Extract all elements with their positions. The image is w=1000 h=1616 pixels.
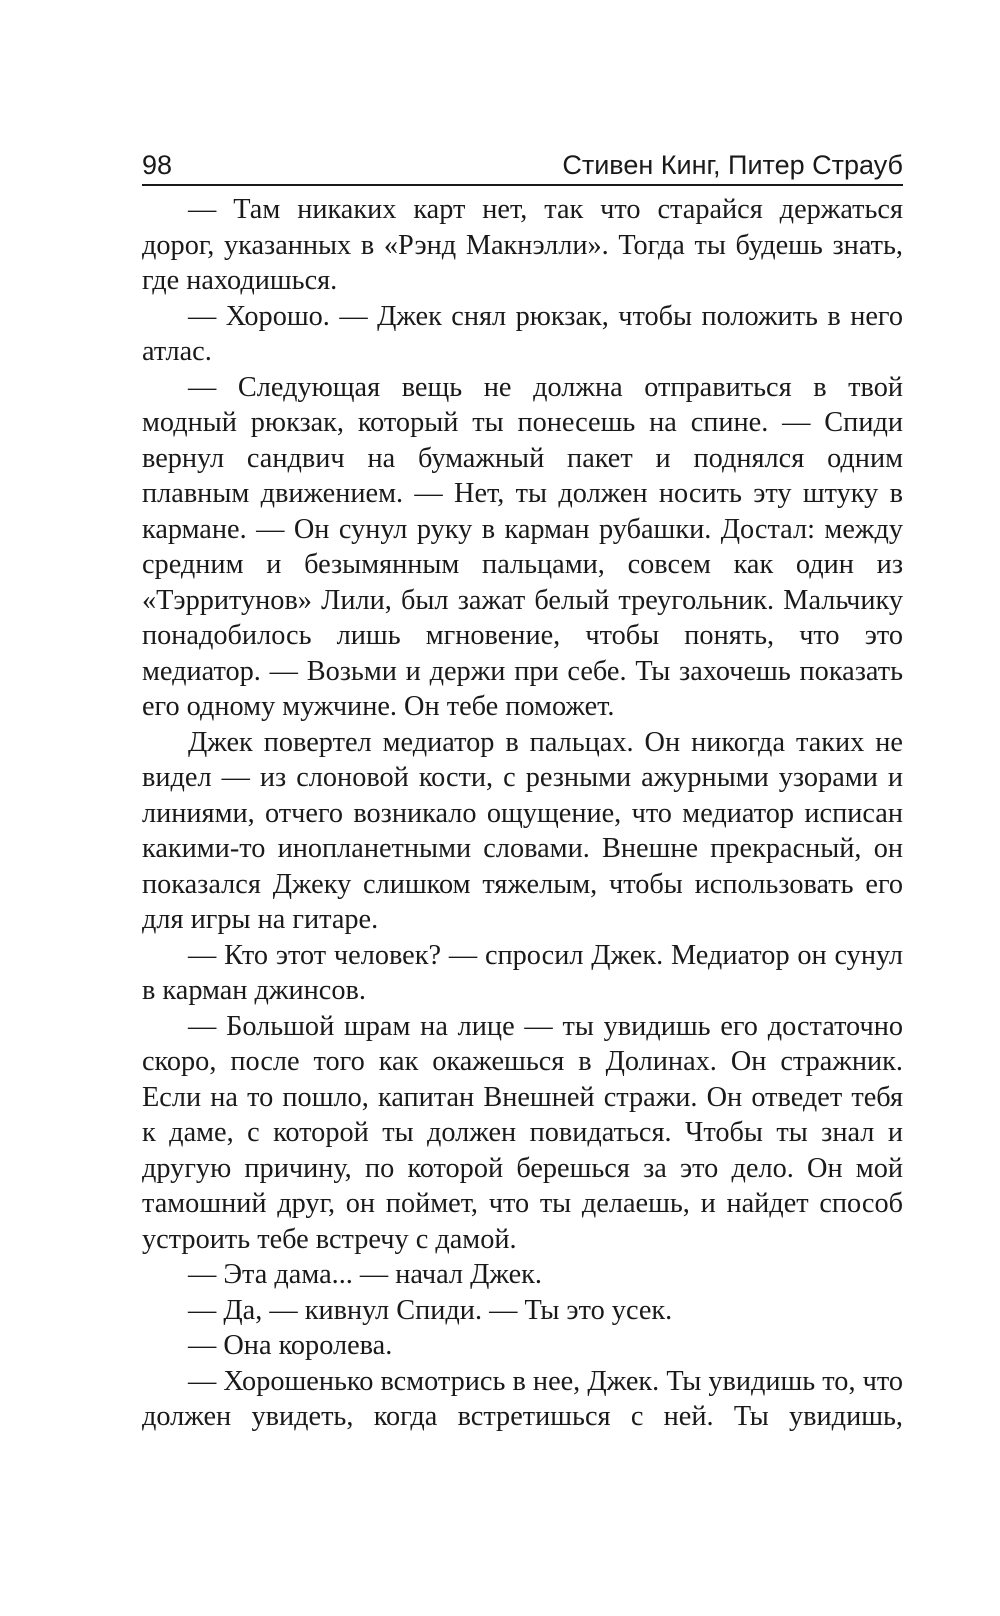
paragraph: — Эта дама... — начал Джек.	[188, 1259, 542, 1290]
paragraph: — Следующая вещь не должна отправиться в твой модный рюкзак, который ты понесешь на спине. — Спиди вернул сандвич на бумажный пакет и поднялся одним плавным движением. — Нет, ты должен носить эту штуку в кармане. — Он сунул руку в карман рубашки. Достал: между средним и безымянным пальцами, совсем как один из «Тэрритунов» Лили, был зажат белый треугольник. Мальчику понадобилось лишь мгновение, чтобы понять, что это медиатор. — Возьми и держи при себе. Ты захочешь показать его одному мужчине. Он тебе поможет.	[142, 371, 903, 722]
running-head-authors: Стивен Кинг, Питер Страуб	[562, 150, 903, 180]
paragraph: — Большой шрам на лице — ты увидишь его достаточно скоро, после того как окажешься в Долинах. Он стражник. Если на то пошло, капитан Внешней стражи. Он отведет тебя к даме, с которой ты должен повидаться. Чтобы ты знал и другую причину, по которой берешься за это дело. Он мой тамошний друг, он поймет, что ты делаешь, и найдет способ устроить тебе встречу с дамой.	[142, 1010, 903, 1255]
paragraph: — Она королева.	[188, 1330, 393, 1361]
body-text	[142, 192, 903, 1435]
paragraph: — Хорошо. — Джек снял рюкзак, чтобы положить в него атлас.	[142, 300, 903, 367]
page-number: 98	[142, 150, 173, 180]
page-header	[142, 150, 903, 186]
paragraph: — Да, — кивнул Спиди. — Ты это усек.	[188, 1294, 673, 1326]
paragraph: — Хорошенько всмотрись в нее, Джек. Ты увидишь то, что должен увидеть, когда встретишься с ней. Ты увидишь,	[142, 1365, 903, 1432]
paragraph: — Кто этот человек? — спросил Джек. Медиатор он сунул в карман джинсов.	[142, 939, 903, 1006]
paragraph: Джек повертел медиатор в пальцах. Он никогда таких не видел — из слоновой кости, с резными ажурными узорами и линиями, отчего возникало ощущение, что медиатор исписан какими-то инопланетными словами. Внешне прекрасный, он показался Джеку слишком тяжелым, чтобы использовать его для игры на гитаре.	[142, 726, 903, 935]
paragraph: — Там никаких карт нет, так что старайся держаться дорог, указанных в «Рэнд Макнэлли». Тогда ты будешь знать, где находишься.	[142, 194, 903, 296]
